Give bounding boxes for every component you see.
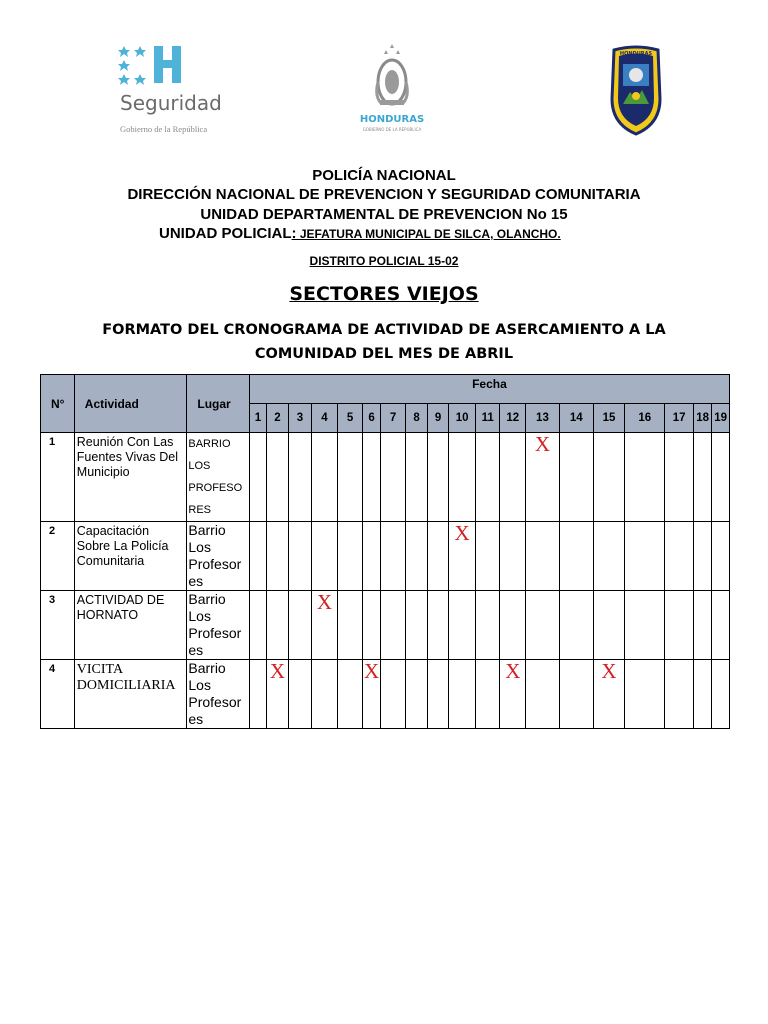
day-header: 2 <box>267 404 288 433</box>
document-title: SECTORES VIEJOS <box>289 283 479 305</box>
day-header: 1 <box>249 404 266 433</box>
day-cell <box>665 591 694 660</box>
header-num: N° <box>41 375 75 433</box>
day-cell <box>593 433 625 522</box>
day-cell <box>665 433 694 522</box>
day-cell <box>526 433 560 522</box>
day-cell <box>288 591 312 660</box>
row-activity: VICITA DOMICILIARIA <box>74 660 187 729</box>
day-cell <box>312 433 338 522</box>
svg-text:Gobierno de la República: Gobierno de la República <box>120 124 208 134</box>
document-subtitle: FORMATO DEL CRONOGRAMA DE ACTIVIDAD DE ASERCAMIENTO A LA COMUNIDAD DEL MES DE ABRIL <box>102 322 666 362</box>
day-cell <box>625 660 665 729</box>
activity-mark: X <box>316 590 333 614</box>
day-cell <box>267 522 288 591</box>
day-cell <box>475 591 500 660</box>
day-cell <box>363 591 380 660</box>
day-cell <box>406 660 427 729</box>
svg-text:GOBIERNO DE LA REPÚBLICA: GOBIERNO DE LA REPÚBLICA <box>362 127 422 132</box>
day-cell <box>363 433 380 522</box>
row-activity: Capacitación Sobre La Policía Comunitaria <box>74 522 187 591</box>
activity-mark: X <box>505 659 521 683</box>
day-cell <box>693 433 711 522</box>
day-cell <box>312 522 338 591</box>
day-header: 16 <box>625 404 665 433</box>
unidad-policial-label: UNIDAD POLICIAL <box>159 225 292 242</box>
table-row <box>41 522 730 591</box>
day-cell <box>312 591 338 660</box>
day-header: 5 <box>337 404 363 433</box>
unidad-policial-colon: : <box>291 225 297 242</box>
day-cell <box>249 660 266 729</box>
row-place: BARRIO LOS PROFESO RES <box>187 433 249 522</box>
day-header: 8 <box>406 404 427 433</box>
day-cell <box>449 660 476 729</box>
day-cell <box>267 591 288 660</box>
day-cell <box>288 522 312 591</box>
table-row <box>41 591 730 660</box>
table-row <box>41 660 730 729</box>
svg-text:HONDURAS: HONDURAS <box>359 114 425 125</box>
day-cell <box>380 591 406 660</box>
schedule-table <box>40 374 730 729</box>
day-cell <box>593 660 625 729</box>
day-cell <box>312 660 338 729</box>
header-line-policia: POLICÍA NACIONAL <box>312 167 456 184</box>
day-cell <box>559 522 593 591</box>
day-cell <box>500 522 526 591</box>
day-cell <box>475 433 500 522</box>
day-cell <box>593 591 625 660</box>
day-cell <box>380 660 406 729</box>
row-place: Barrio Los Profesor es <box>187 522 249 591</box>
day-cell <box>427 660 448 729</box>
day-cell <box>559 433 593 522</box>
day-cell <box>712 433 730 522</box>
day-cell <box>267 660 288 729</box>
day-cell <box>526 660 560 729</box>
activity-mark: X <box>601 659 617 683</box>
day-cell <box>288 433 312 522</box>
day-cell <box>625 591 665 660</box>
day-cell <box>267 433 288 522</box>
honduras-coat-of-arms-logo <box>352 42 432 137</box>
day-cell <box>249 433 266 522</box>
day-cell <box>406 522 427 591</box>
activity-mark: X <box>269 659 286 683</box>
row-number: 3 <box>41 591 75 660</box>
day-cell <box>449 433 476 522</box>
day-cell <box>380 522 406 591</box>
row-place: Barrio Los Profesor es <box>187 591 249 660</box>
day-header: 4 <box>312 404 338 433</box>
day-header: 13 <box>526 404 560 433</box>
row-activity: ACTIVIDAD DE HORNATO <box>74 591 187 660</box>
row-number: 2 <box>41 522 75 591</box>
header-line-unidad-policial <box>159 224 719 244</box>
day-cell <box>665 660 694 729</box>
header-place: Lugar <box>187 375 249 433</box>
day-cell <box>693 591 711 660</box>
header-line-unidad-departamental: UNIDAD DEPARTAMENTAL DE PREVENCION No 15 <box>200 206 568 223</box>
day-cell <box>427 433 448 522</box>
day-cell <box>559 591 593 660</box>
day-cell <box>712 660 730 729</box>
day-cell <box>337 433 363 522</box>
day-cell <box>500 591 526 660</box>
day-cell <box>337 591 363 660</box>
day-cell <box>500 433 526 522</box>
day-header: 6 <box>363 404 380 433</box>
svg-text:HONDURAS: HONDURAS <box>619 51 653 57</box>
day-cell <box>449 591 476 660</box>
day-header: 9 <box>427 404 448 433</box>
day-header: 15 <box>593 404 625 433</box>
unidad-policial-value: JEFATURA MUNICIPAL DE SILCA, OLANCHO. <box>296 227 561 241</box>
day-cell <box>712 591 730 660</box>
header-date: Fecha <box>249 375 729 404</box>
day-header: 17 <box>665 404 694 433</box>
day-cell <box>625 433 665 522</box>
day-cell <box>593 522 625 591</box>
day-cell <box>249 591 266 660</box>
day-cell <box>526 522 560 591</box>
day-cell <box>337 522 363 591</box>
day-header: 11 <box>475 404 500 433</box>
seguridad-logo <box>118 42 228 142</box>
day-header: 12 <box>500 404 526 433</box>
row-place: Barrio Los Profesor es <box>187 660 249 729</box>
district-label: DISTRITO POLICIAL 15-02 <box>309 254 459 268</box>
day-cell <box>693 660 711 729</box>
svg-text:Seguridad: Seguridad <box>120 91 222 115</box>
day-cell <box>526 591 560 660</box>
row-number: 1 <box>41 433 75 522</box>
day-cell <box>363 522 380 591</box>
table-row <box>41 433 730 522</box>
police-badge-logo <box>610 44 662 136</box>
header-line-direccion: DIRECCIÓN NACIONAL DE PREVENCION Y SEGURIDAD COMUNITARIA <box>127 186 641 203</box>
day-cell <box>337 660 363 729</box>
day-cell <box>475 660 500 729</box>
day-cell <box>427 522 448 591</box>
row-activity: Reunión Con Las Fuentes Vivas Del Municipio <box>74 433 187 522</box>
day-cell <box>712 522 730 591</box>
day-cell <box>500 660 526 729</box>
day-cell <box>625 522 665 591</box>
day-header: 14 <box>559 404 593 433</box>
activity-mark: X <box>454 521 470 545</box>
activity-mark: X <box>363 659 380 683</box>
day-cell <box>475 522 500 591</box>
header-activity: Actividad <box>74 375 187 433</box>
day-cell <box>559 660 593 729</box>
row-number: 4 <box>41 660 75 729</box>
day-cell <box>406 591 427 660</box>
day-header: 10 <box>449 404 476 433</box>
day-cell <box>380 433 406 522</box>
day-header: 7 <box>380 404 406 433</box>
day-cell <box>449 522 476 591</box>
activity-mark: X <box>534 432 551 456</box>
day-cell <box>427 591 448 660</box>
day-header: 18 <box>693 404 711 433</box>
day-cell <box>288 660 312 729</box>
day-cell <box>363 660 380 729</box>
day-cell <box>693 522 711 591</box>
day-header: 3 <box>288 404 312 433</box>
day-cell <box>249 522 266 591</box>
day-cell <box>406 433 427 522</box>
day-header: 19 <box>712 404 730 433</box>
day-cell <box>665 522 694 591</box>
